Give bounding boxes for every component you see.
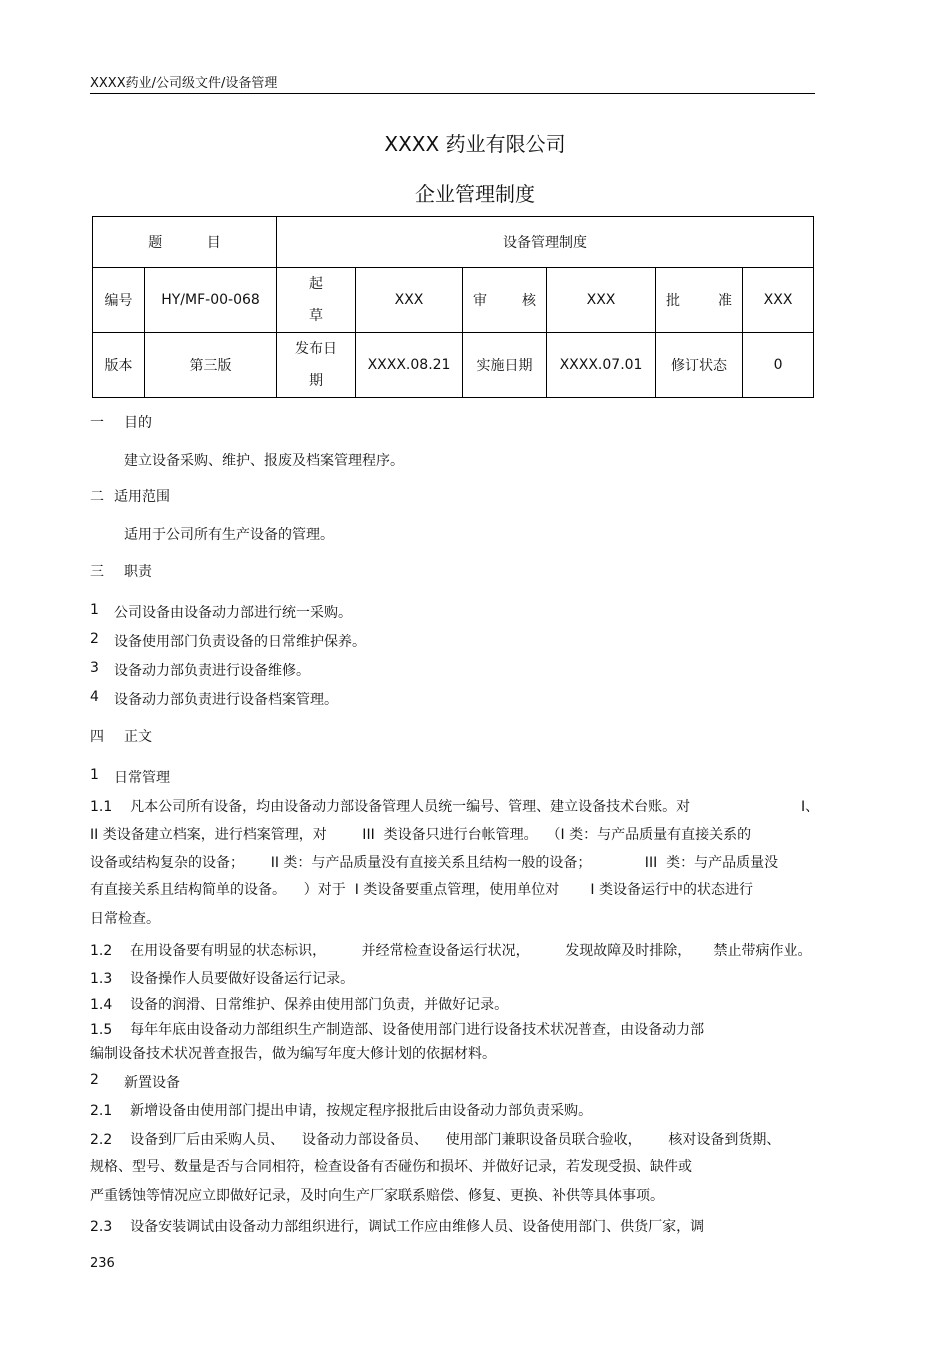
section-2-title: 适用范围 <box>114 489 170 505</box>
para-2-3: 2.3 设备安装调试由设备动力部组织进行，调试工作应由维修人员、设备使用部门、供货厂家，调 <box>90 1219 705 1235</box>
section-1-title: 目的 <box>124 415 152 431</box>
section-1-number: 一 <box>90 415 104 431</box>
section-3-number: 三 <box>90 564 104 580</box>
qicao-value: XXX <box>356 268 463 333</box>
para-1-4: 1.4 设备的润滑、日常维护、保养由使用部门负责，并做好记录。 <box>90 997 509 1013</box>
title-label: 题 目 <box>93 217 277 268</box>
duty-4-text: 设备动力部负责进行设备档案管理。 <box>114 692 338 708</box>
document-info-table <box>92 216 814 398</box>
section-4-number: 四 <box>90 729 104 745</box>
heading-1-number: 1 <box>90 767 99 783</box>
para-1-2: 1.2 在用设备要有明显的状态标识， 并经常检查设备运行状况， 发现故障及时排除， 禁止带病作业。 <box>90 943 812 959</box>
shishi-value: XXXX.07.01 <box>547 333 656 398</box>
para-1-1-line-2: II 类设备建立档案，进行档案管理，对 III 类设备只进行台帐管理。 （I 类：与产品质量有直接关系的 <box>90 827 752 843</box>
bianhao-value: HY/MF-00-068 <box>145 268 277 333</box>
duty-2-text: 设备使用部门负责设备的日常维护保养。 <box>114 634 366 650</box>
para-1-1-line-1: 1.1 凡本公司所有设备，均由设备动力部设备管理人员统一编号、管理、建立设备技术台账。对 <box>90 799 691 815</box>
para-1-1-line-3: 设备或结构复杂的设备； II 类：与产品质量没有直接关系且结构一般的设备； III 类：与产品质量没 <box>90 855 779 871</box>
pizhun-value: XXX <box>743 268 814 333</box>
heading-1-title: 日常管理 <box>114 770 170 786</box>
duty-3-number: 3 <box>90 660 99 676</box>
page-number: 236 <box>90 1256 115 1271</box>
section-3-title: 职责 <box>124 564 152 580</box>
para-1-5-line-2: 编制设备技术状况普查报告，做为编写年度大修计划的依据材料。 <box>90 1046 496 1062</box>
duty-1-text: 公司设备由设备动力部进行统一采购。 <box>114 605 352 621</box>
para-2-1: 2.1 新增设备由使用部门提出申请，按规定程序报批后由设备动力部负责采购。 <box>90 1103 593 1119</box>
bianhao-label: 编号 <box>93 268 145 333</box>
heading-2-number: 2 <box>90 1072 99 1088</box>
heading-2-title: 新置设备 <box>124 1075 180 1091</box>
shishi-label: 实施日期 <box>463 333 547 398</box>
company-name: XXXX 药业有限公司 <box>384 132 566 156</box>
pizhun-label: 批 准 <box>656 268 743 333</box>
xiuding-label: 修订状态 <box>656 333 743 398</box>
duty-2-number: 2 <box>90 631 99 647</box>
duty-3-text: 设备动力部负责进行设备维修。 <box>114 663 310 679</box>
fabu-label: 发布日 期 <box>277 333 356 398</box>
para-1-1-line-1-end: I、 <box>801 799 820 815</box>
section-1-text: 建立设备采购、维护、报废及档案管理程序。 <box>124 453 404 469</box>
shenhe-label: 审 核 <box>463 268 547 333</box>
fabu-value: XXXX.08.21 <box>356 333 463 398</box>
duty-1-number: 1 <box>90 602 99 618</box>
section-2-text: 适用于公司所有生产设备的管理。 <box>124 527 334 543</box>
banben-label: 版本 <box>93 333 145 398</box>
qicao-label: 起 草 <box>277 268 356 333</box>
banben-value: 第三版 <box>145 333 277 398</box>
xiuding-value: 0 <box>743 333 814 398</box>
section-4-title: 正文 <box>124 729 152 745</box>
document-type: 企业管理制度 <box>415 182 535 206</box>
shenhe-value: XXX <box>547 268 656 333</box>
duty-4-number: 4 <box>90 689 99 705</box>
header-path: XXXX药业/公司级文件/设备管理 <box>90 76 278 91</box>
para-1-5-line-1: 1.5 每年年底由设备动力部组织生产制造部、设备使用部门进行设备技术状况普查，由设备动力部 <box>90 1022 705 1038</box>
para-1-1-line-5: 日常检查。 <box>90 911 160 927</box>
section-2-number: 二 <box>90 489 104 505</box>
para-1-1-line-4: 有直接关系且结构简单的设备。 ）对于 I 类设备要重点管理，使用单位对 I 类设备运行中的状态进行 <box>90 882 754 898</box>
para-2-2-line-1: 2.2 设备到厂后由采购人员、 设备动力部设备员、 使用部门兼职设备员联合验收， 核对设备到货期、 <box>90 1132 781 1148</box>
para-2-2-line-2: 规格、型号、数量是否与合同相符，检查设备有否碰伤和损坏、并做好记录，若发现受损、缺件或 <box>90 1159 692 1175</box>
para-1-3: 1.3 设备操作人员要做好设备运行记录。 <box>90 971 355 987</box>
header-divider <box>90 93 815 94</box>
title-value: 设备管理制度 <box>277 217 814 268</box>
para-2-2-line-3: 严重锈蚀等情况应立即做好记录，及时向生产厂家联系赔偿、修复、更换、补供等具体事项。 <box>90 1188 664 1204</box>
